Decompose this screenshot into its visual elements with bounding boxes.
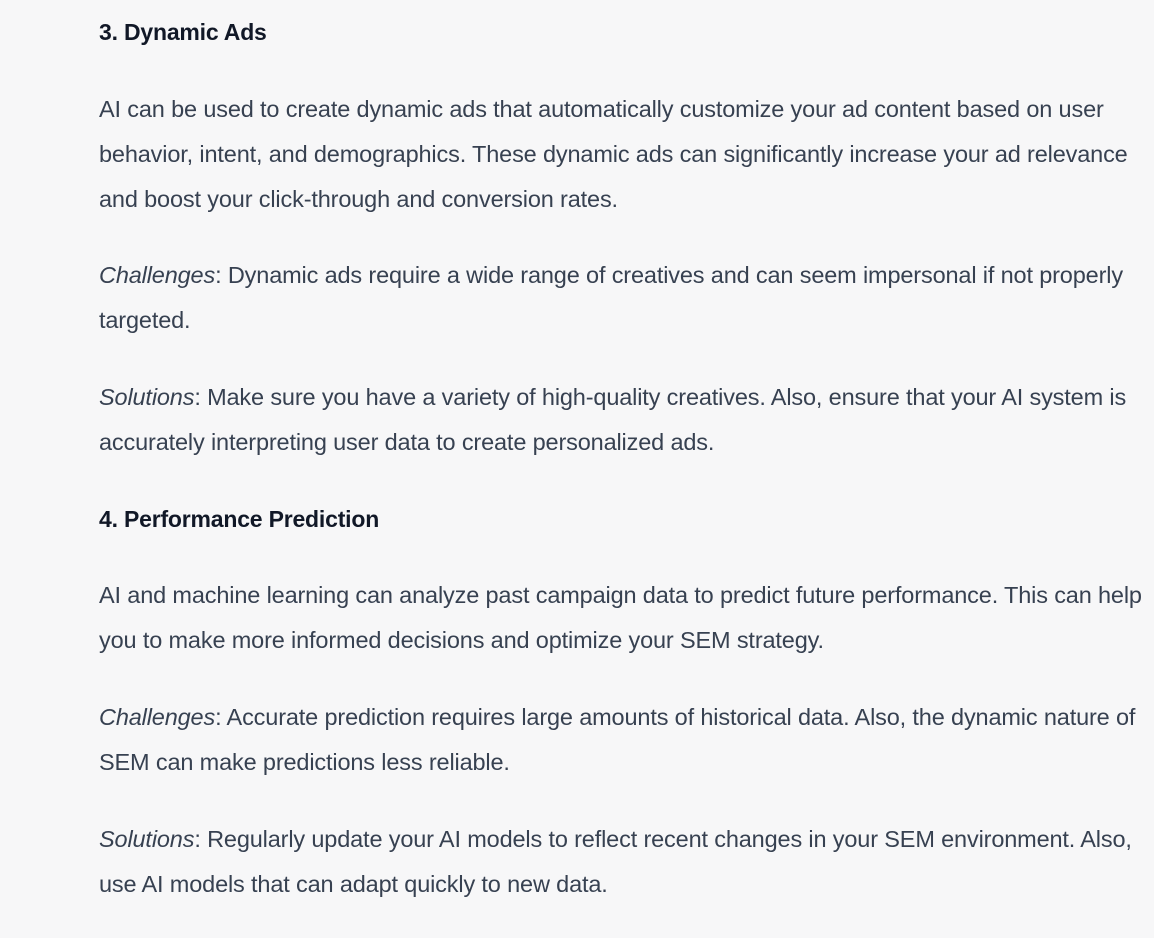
challenges-label: Challenges	[99, 262, 216, 288]
challenges-text: : Dynamic ads require a wide range of creatives and can seem impersonal if not properly targeted.	[99, 262, 1123, 333]
solutions-text: : Regularly update your AI models to reflect recent changes in your SEM environment. Also, use AI models that can adapt quickly to new data.	[99, 826, 1132, 897]
challenges-label: Challenges	[99, 704, 216, 730]
solutions-paragraph-dynamic-ads	[99, 375, 1149, 465]
solutions-label: Solutions	[99, 384, 195, 410]
challenges-text: : Accurate prediction requires large amounts of historical data. Also, the dynamic nature of SEM can make predictions less reliable.	[99, 704, 1136, 775]
solutions-label: Solutions	[99, 826, 195, 852]
section-heading-performance-prediction: 4. Performance Prediction	[99, 506, 380, 532]
challenges-paragraph-dynamic-ads	[99, 253, 1149, 343]
challenges-paragraph-performance-prediction	[99, 695, 1149, 785]
solutions-paragraph-performance-prediction	[99, 817, 1149, 907]
section-heading-dynamic-ads: 3. Dynamic Ads	[99, 19, 267, 45]
section-body-dynamic-ads: AI can be used to create dynamic ads that automatically customize your ad content based on user behavior, intent, and demographics. These dynamic ads can significantly increase your ad relevance and boost your click-through and conversion rates.	[99, 96, 1128, 212]
solutions-text: : Make sure you have a variety of high-quality creatives. Also, ensure that your AI system is accurately interpreting user data to create personalized ads.	[99, 384, 1127, 455]
section-body-performance-prediction: AI and machine learning can analyze past campaign data to predict future performance. This can help you to make more informed decisions and optimize your SEM strategy.	[99, 582, 1142, 653]
